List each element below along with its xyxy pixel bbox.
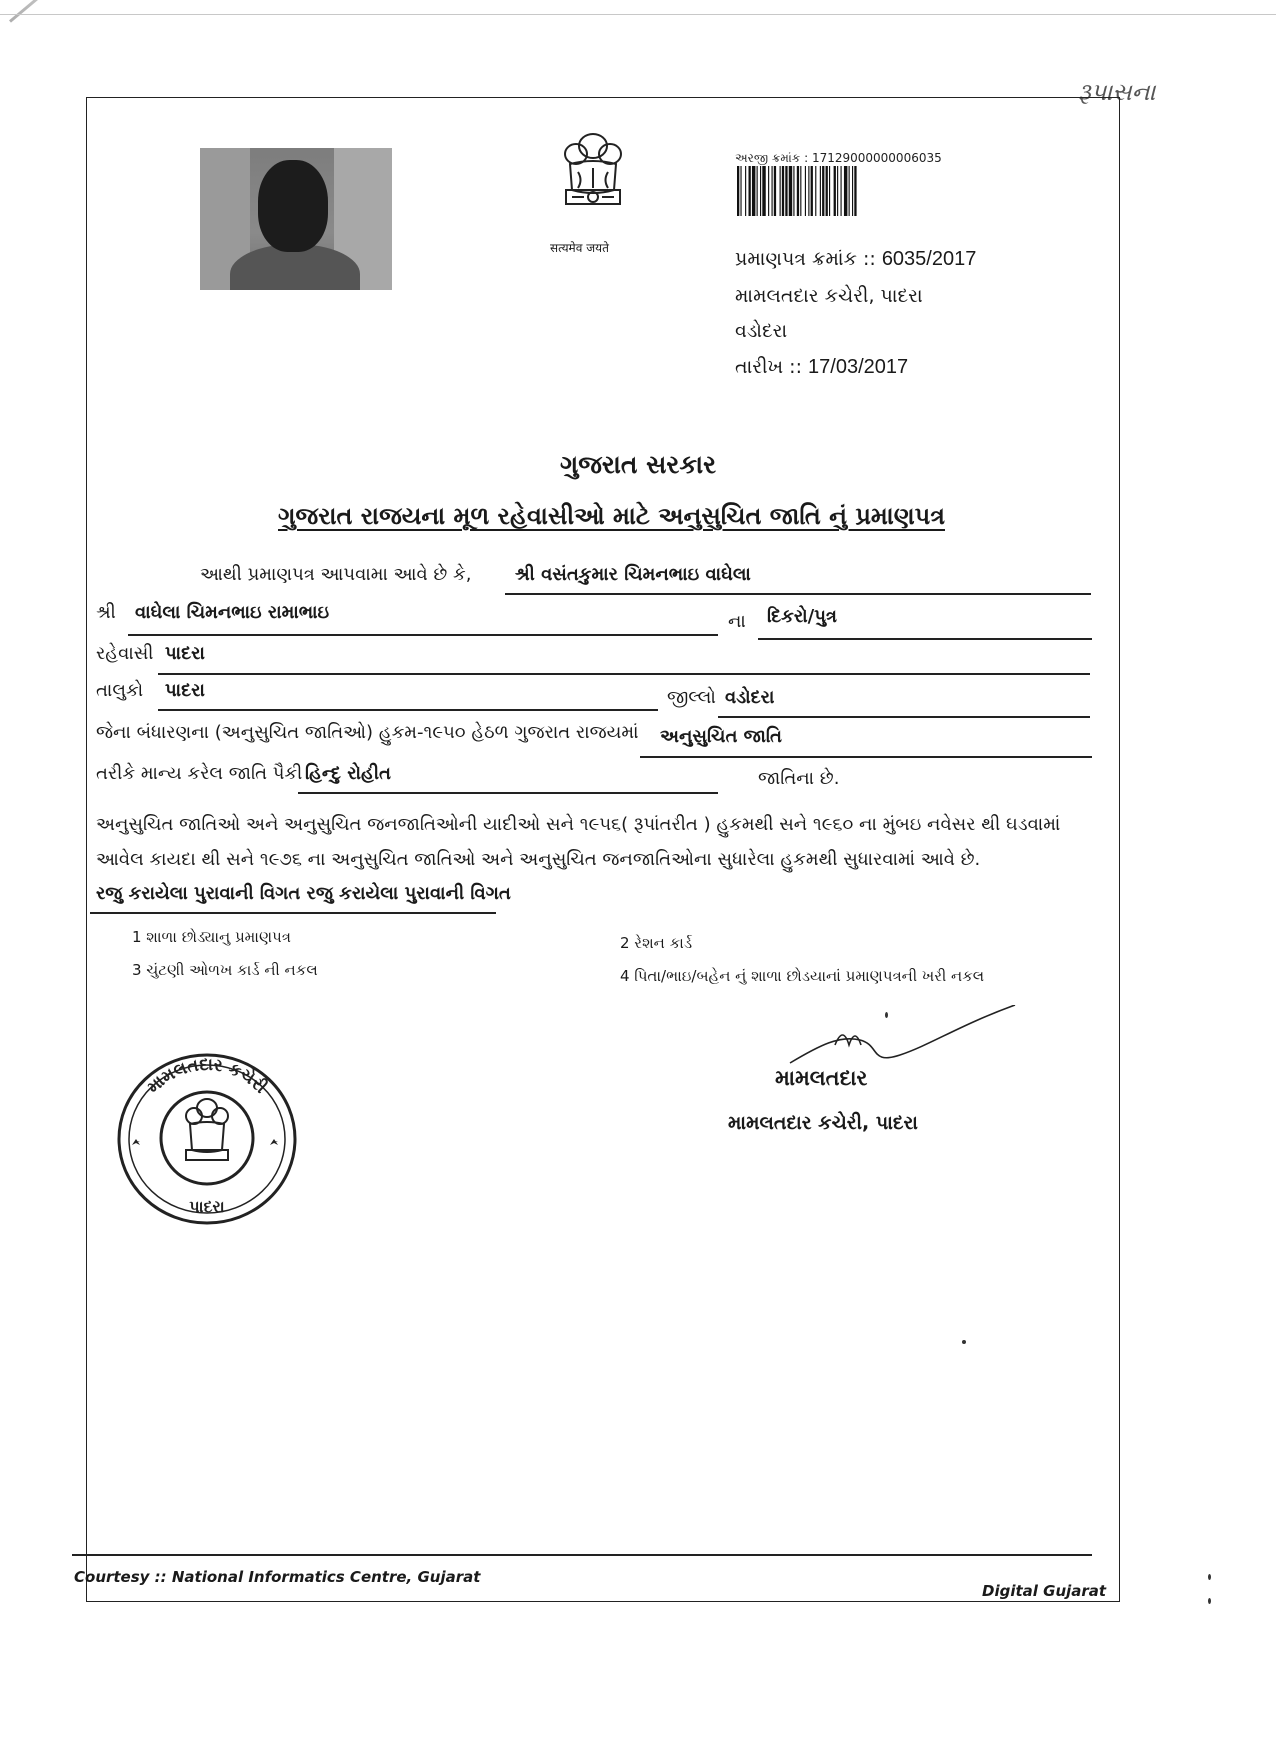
- speck: [962, 1340, 966, 1344]
- relation-label: ના: [728, 611, 746, 632]
- barcode-bar: [808, 166, 809, 216]
- barcode-bar: [852, 166, 853, 216]
- resident-underline: [158, 673, 1090, 675]
- barcode-bar: [844, 166, 847, 216]
- handwritten-corner-note: રૂપાસના: [1078, 78, 1156, 106]
- document-item-4: 4 પિતા/ભાઇ/બહેન નું શાળા છોડયાનાં પ્રમાણપત્રની ખરી નકલ: [620, 967, 985, 985]
- barcode-bar: [811, 166, 813, 216]
- application-number-value: 17129000000006035: [811, 151, 942, 165]
- barcode-bar: [760, 166, 761, 216]
- certificate-number: [735, 248, 976, 271]
- application-number: [735, 151, 942, 166]
- category-underline: [640, 756, 1092, 758]
- footer-rule: [72, 1554, 1092, 1556]
- barcode-bar: [837, 166, 838, 216]
- date-value: 17/03/2017: [808, 356, 909, 378]
- applicant-photo: [200, 148, 392, 290]
- document-item-2: 2 રેશન કાર્ડ: [620, 934, 693, 952]
- district-line: વડોદરા: [735, 320, 788, 342]
- father-underline: [128, 634, 718, 636]
- barcode-bar: [820, 166, 821, 216]
- barcode-bar: [789, 166, 792, 216]
- district-underline: [718, 716, 1090, 718]
- barcode-bar: [768, 166, 769, 216]
- barcode-bar: [849, 166, 850, 216]
- speck: [1208, 1574, 1211, 1580]
- seal-bottom-text: પાદરા: [189, 1197, 225, 1216]
- barcode-bar: [762, 166, 765, 216]
- office-seal: [112, 1050, 302, 1228]
- signatory-role: મામલતદાર: [775, 1066, 868, 1090]
- legal-paragraph: [96, 807, 1106, 877]
- barcode-bar: [782, 166, 784, 216]
- barcode-bar: [737, 166, 739, 216]
- documents-heading-underline: [90, 912, 496, 914]
- barcode-bar: [772, 166, 773, 216]
- barcode-bar: [834, 166, 836, 216]
- barcode-bar: [854, 166, 856, 216]
- document-item-3: 3 ચુંટણી ઓળખ કાર્ડ ની નકલ: [132, 961, 318, 979]
- certificate-title: ગુજરાત રાજયના મૂળ રહેવાસીઓ માટે અનુસુચિત જાતિ નું પ્રમાણપત્ર: [278, 502, 945, 530]
- legal-paragraph-line-2: આવેલ કાયદા થી સને ૧૯૭૬ ના અનુસુચિત જાતિઓ અને અનુસુચિત જનજાતિઓના સુધારેલા હુકમથી સુધારવામાં આવે છે.: [96, 849, 981, 870]
- district-label: જીલ્લો: [667, 687, 716, 708]
- barcode-bar: [800, 166, 801, 216]
- application-number-label: અરજી ક્રમાંક :: [735, 151, 809, 165]
- signatory-office: મામલતદાર કચેરી, પાદરા: [728, 1112, 918, 1134]
- caste-value: હિન્દુ રોહીત: [305, 763, 391, 784]
- government-heading: ગુજરાત સરકાર: [559, 450, 717, 479]
- category-value: અનુસુચિત જાતિ: [660, 726, 782, 747]
- taluka-value: પાદરા: [165, 680, 205, 701]
- barcode-bar: [822, 166, 824, 216]
- resident-label: રહેવાસી: [96, 643, 154, 664]
- caste-underline: [298, 792, 718, 794]
- barcode-bar: [757, 166, 758, 216]
- footer-courtesy: Courtesy :: National Informatics Centre, Gujarat: [74, 1568, 481, 1586]
- relation-underline: [758, 638, 1092, 640]
- caste-suffix: જાતિના છે.: [758, 768, 840, 789]
- intro-label: આથી પ્રમાણપત્ર આપવામા આવે છે કે,: [200, 564, 472, 585]
- barcode-bar: [841, 166, 842, 216]
- barcode-bar: [780, 166, 781, 216]
- applicant-underline: [505, 593, 1091, 595]
- taluka-label: તાલુકો: [96, 680, 144, 701]
- barcode-bar: [740, 166, 741, 216]
- order-label: જેના બંધારણના (અનુસુચિત જાતિઓ) હુકમ-૧૯૫૦ હેઠળ ગુજરાત રાજયમાં: [96, 722, 639, 743]
- certificate-number-value: 6035/2017: [881, 248, 977, 270]
- document-item-1: 1 શાળા છોડ્યાનુ પ્રમાણપત્ર: [132, 928, 291, 946]
- relation-value: દિકરો/પુત્ર: [767, 606, 837, 627]
- date-label: તારીખ ::: [735, 356, 802, 378]
- seal-top-text: મામલતદાર કચેરી: [143, 1054, 271, 1098]
- legal-paragraph-line-1: અનુસુચિત જાતિઓ અને અનુસુચિત જનજાતિઓની યાદીઓ સને ૧૯૫૬( રૂપાંતરીત ) હુકમથી સને ૧૯૬૦ ના મુંબઇ નવેસર થી ઘડવામાં: [96, 814, 1061, 835]
- barcode-bar: [793, 166, 794, 216]
- resident-value: પાદરા: [165, 643, 205, 664]
- barcode-bar: [829, 166, 830, 216]
- issuing-office-line: મામલતદાર કચેરી, પાદરા: [735, 285, 923, 307]
- father-name: વાઘેલા ચિમનભાઇ રામાભાઇ: [135, 602, 330, 623]
- barcode: [737, 166, 965, 216]
- footer-digital-gujarat: Digital Gujarat: [982, 1582, 1107, 1600]
- national-emblem-icon: [548, 124, 638, 236]
- barcode-bar: [826, 166, 828, 216]
- scan-streak: [9, 0, 133, 23]
- certificate-date: [735, 356, 908, 379]
- certificate-number-label: પ્રમાણપત્ર ક્રમાંક ::: [735, 248, 876, 270]
- scan-top-edge: [0, 14, 1276, 15]
- emblem-motto: सत्यमेव जयते: [550, 241, 609, 255]
- barcode-bar: [785, 166, 787, 216]
- barcode-bar: [745, 166, 746, 216]
- speck: [885, 1012, 888, 1018]
- father-label: શ્રી: [96, 602, 116, 623]
- taluka-underline: [158, 709, 658, 711]
- applicant-name: શ્રી વસંતકુમાર ચિમનભાઇ વાઘેલા: [515, 564, 751, 585]
- caste-label: તરીકે માન્ય કરેલ જાતિ પૈકી: [96, 763, 303, 784]
- barcode-bar: [815, 166, 816, 216]
- barcode-bar: [774, 166, 776, 216]
- documents-heading: રજુ કરાયેલા પુરાવાની વિગત રજુ કરાયેલા પુરાવાની વિગત: [96, 883, 511, 904]
- speck: [1208, 1598, 1211, 1604]
- barcode-bar: [749, 166, 751, 216]
- barcode-bar: [797, 166, 799, 216]
- barcode-bar: [752, 166, 755, 216]
- district-value: વડોદરા: [725, 687, 775, 708]
- barcode-bar: [805, 166, 806, 216]
